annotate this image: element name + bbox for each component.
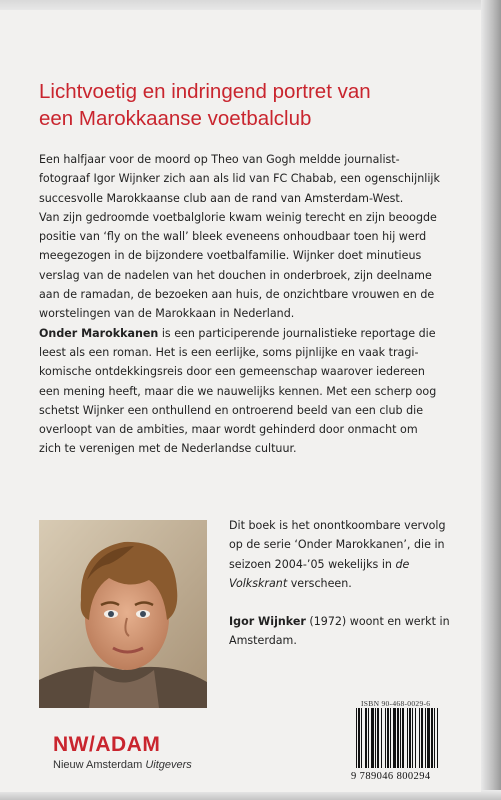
- blurb-line: aan de ramadan, de bezoeken aan huis, de onzichtbare vrouwen en de: [39, 288, 435, 302]
- barcode-bar: [425, 708, 426, 768]
- blurb-line: fotograaf Igor Wijnker zich aan als lid van FC Chabab, een ogenschijnlijk: [39, 172, 440, 186]
- blurb-line: Van zijn gedroomde voetbalglorie kwam weinig terecht en zijn beoogde: [39, 210, 437, 224]
- blurb-line-rest: is een participerende journalistieke reportage die: [158, 326, 436, 340]
- newspaper-name: Volkskrant: [229, 576, 288, 590]
- barcode-bar: [409, 708, 411, 768]
- blurb-line: succesvolle Marokkaanse club aan de rand van Amsterdam-West.: [39, 191, 404, 205]
- author-line: [229, 612, 479, 631]
- publisher-name-plain: Nieuw Amsterdam: [53, 759, 146, 771]
- barcode-bar: [434, 708, 435, 768]
- barcode-bar: [431, 708, 433, 768]
- aside-line-text: verscheen.: [287, 576, 352, 590]
- barcode-bar: [397, 708, 399, 768]
- blurb-line: komische ontdekkingsreis door een gemeenschap waarover iedereen: [39, 365, 425, 379]
- blurb-line: leest als een roman. Het is een eerlijke, soms pijnlijke en vaak tragi-: [39, 345, 419, 359]
- page-edge-right: [481, 0, 501, 800]
- blurb-line: zich te verenigen met de Nederlandse cultuur.: [39, 442, 297, 456]
- spacer: [229, 593, 479, 612]
- barcode-bar: [358, 708, 360, 768]
- barcode-bar: [421, 708, 423, 768]
- barcode: [355, 708, 471, 768]
- blurb-line: een mening heeft, maar die we nauwelijks kennen. Met een scherp oog: [39, 384, 437, 398]
- aside-italic: de: [395, 557, 410, 571]
- barcode-bar: [427, 708, 430, 768]
- isbn-label: ISBN 90-468-0029-6: [361, 699, 431, 708]
- blurb-line: verslag van de nadelen van het douchen in onderbroek, zijn deelname: [39, 268, 432, 282]
- barcode-bar: [361, 708, 362, 768]
- barcode-bar: [375, 708, 376, 768]
- blurb-line: schetst Wijnker een onthullend en ontroerend beeld van een club die: [39, 403, 424, 417]
- author-photo: [39, 520, 207, 708]
- barcode-bar: [419, 708, 420, 768]
- barcode-number: 9 789046 800294: [351, 771, 431, 782]
- headline-line-1: Lichtvoetig en indringend portret van: [39, 80, 371, 103]
- blurb-line: worstelingen van de Marokkaan in Nederland.: [39, 307, 295, 321]
- author-info: [229, 516, 479, 651]
- aside-line: op de serie ‘Onder Marokkanen’, die in: [229, 538, 445, 552]
- blurb-line-title: [39, 324, 469, 343]
- blurb-line: meegezogen in de bijzondere voetbalfamilie. Wijnker doet minutieus: [39, 249, 422, 263]
- aside-line: [229, 555, 479, 574]
- barcode-bar: [402, 708, 404, 768]
- barcode-bar: [393, 708, 396, 768]
- aside-line-text: seizoen 2004-’05 wekelijks in: [229, 557, 396, 571]
- aside-line: Dit boek is het onontkoombare vervolg: [229, 519, 446, 532]
- publisher-logo: NW/ADAM: [53, 733, 161, 756]
- barcode-bar: [390, 708, 391, 768]
- author-line-text: (1972) woont en werkt in: [305, 615, 450, 629]
- barcode-bar: [356, 708, 357, 768]
- blurb-line: Een halfjaar voor de moord op Theo van Gogh meldde journalist-: [39, 153, 400, 166]
- barcode-bar: [377, 708, 379, 768]
- publisher-name-italic: Uitgevers: [145, 759, 192, 771]
- barcode-bar: [407, 708, 408, 768]
- headline-line-2: een Marokkaanse voetbalclub: [39, 107, 312, 130]
- barcode-bar: [371, 708, 374, 768]
- aside-line: [229, 574, 479, 593]
- blurb-line: positie van ‘fly on the wall’ bleek eveneens onhoudbaar toen hij werd: [39, 230, 427, 244]
- publisher-name: [53, 759, 192, 771]
- barcode-bar: [368, 708, 369, 768]
- barcode-bar: [412, 708, 413, 768]
- book-title-inline: Onder Marokkanen: [39, 326, 159, 340]
- barcode-bar: [381, 708, 382, 768]
- barcode-bar: [387, 708, 389, 768]
- author-line-2: Amsterdam.: [229, 634, 297, 648]
- headline: [39, 78, 479, 132]
- blurb-line: overloopt van de ambities, maar wordt gehinderd door onmacht om: [39, 423, 418, 437]
- barcode-bar: [365, 708, 367, 768]
- barcode-bar: [415, 708, 416, 768]
- blurb-text: [39, 150, 469, 459]
- barcode-bar: [385, 708, 386, 768]
- author-name: Igor Wijnker: [229, 615, 306, 629]
- barcode-bar: [400, 708, 401, 768]
- barcode-bar: [437, 708, 438, 768]
